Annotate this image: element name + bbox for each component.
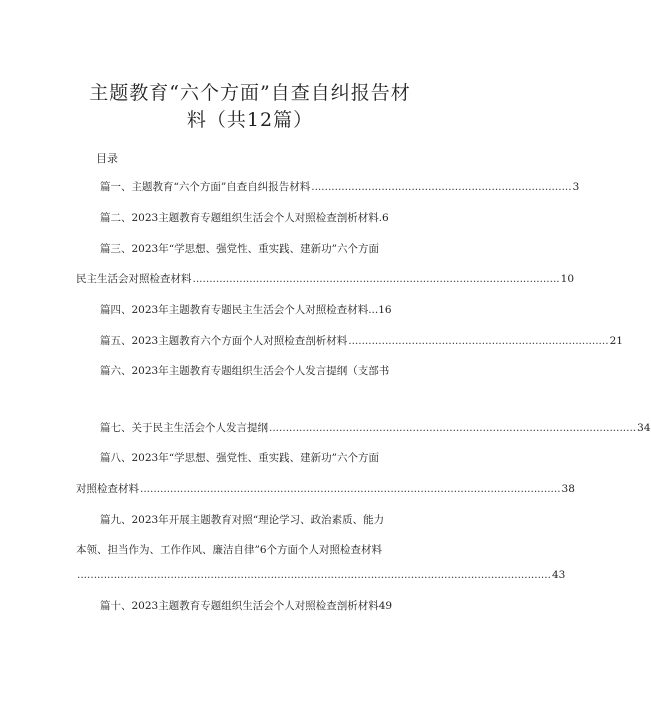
toc-entry-page: 3 [572,181,580,193]
toc-entry-text: 篇八、2023年“学思想、强党性、重实践、建新功”六个方面 [100,452,379,464]
toc-entry-text: 篇一、主题教育“六个方面”自查自纠报告材料 [100,181,311,193]
toc-entry-text: 篇二、2023主题教育专题组织生活会个人对照检查剖析材料.6 [100,212,389,224]
toc-entry-10[interactable] [100,599,410,613]
toc-entry-page: 43 [551,569,566,581]
toc-entry-6[interactable] [100,364,410,378]
toc-entry-text: 篇十、2023主题教育专题组织生活会个人对照检查剖析材料49 [100,600,393,612]
toc-entry-5[interactable] [100,334,623,348]
document-title-line-2: 料（共12篇） [186,109,314,131]
toc-entry-text: 篇三、2023年“学思想、强党性、重实践、建新功”六个方面 [100,243,379,255]
toc-entry-4[interactable] [100,303,410,317]
dot-leader: .............................................................................. [311,181,572,193]
toc-entry-9-cont[interactable] [76,543,410,557]
toc-entry-page: 38 [561,483,575,495]
toc-entry-9[interactable] [100,513,410,527]
document-title-line-1: 主题教育“六个方面”自查自纠报告材 [89,82,411,104]
toc-entry-8-cont[interactable] [76,482,575,496]
dot-leader: .............................................................................................................................. [140,483,561,495]
dot-leader: .............................................................................................................. [192,273,560,285]
toc-entry-page: 10 [560,273,575,285]
toc-entry-page: 34 [637,422,651,434]
toc-entry-text: 篇六、2023年主题教育专题组织生活会个人发言提纲（支部书 [100,365,390,377]
toc-entry-text: 篇七、关于民主生活会个人发言提纲 [100,422,268,434]
toc-entry-text: 篇九、2023年开展主题教育对照“理论学习、政治素质、能力 [100,514,385,526]
toc-entry-text: 本领、担当作为、工作作风、廉洁自律”6个方面个人对照检查材料 [76,544,383,556]
toc-entry-text: 对照检查材料 [76,483,139,495]
toc-entry-8[interactable] [100,451,410,465]
toc-entry-9-page-line[interactable] [76,568,566,582]
toc-heading: 目录 [96,152,118,165]
toc-entry-3[interactable] [100,242,410,256]
toc-entry-1[interactable] [100,180,580,194]
toc-entry-2[interactable] [100,211,410,225]
toc-entry-7[interactable] [100,421,651,435]
dot-leader: .............................................................................................................. [269,422,637,434]
toc-entry-text: 篇四、2023年主题教育专题民主生活会个人对照检查材料...16 [100,304,392,316]
toc-entry-text: 民主生活会对照检查材料 [76,273,192,285]
toc-entry-3-cont[interactable] [76,272,575,286]
toc-entry-text: 篇五、2023主题教育六个方面个人对照检查剖析材料 [100,335,348,347]
dot-leader: .............................................................................................................................................. [77,569,551,581]
dot-leader: .............................................................................. [348,335,609,347]
toc-entry-page: 21 [609,335,623,347]
